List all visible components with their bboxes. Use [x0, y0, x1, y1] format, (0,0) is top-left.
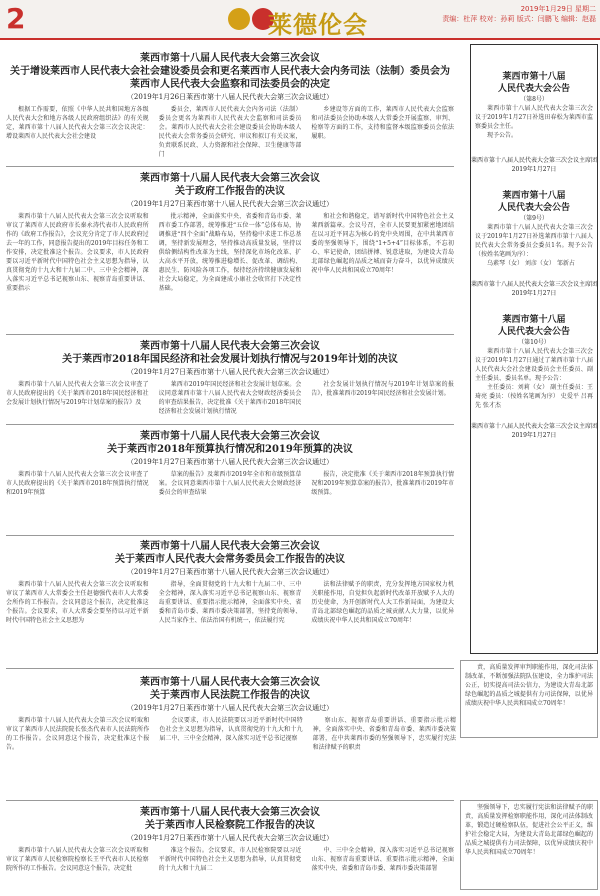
- doc-title-2: 关于莱西市2018年预算执行情况和2019年预算的决议: [107, 444, 353, 455]
- doc-title-2: 关于增设莱西市人民代表大会社会建设委员会和更名莱西市人民代表大会内务司法（法制）委员会为莱西市人民代表大会监察和司法委员会的决定: [10, 66, 450, 90]
- announcement-head-2: 人民代表大会公告: [497, 327, 570, 337]
- decision-doc-1: [6, 52, 454, 177]
- doc-title-2: 关于莱西市2018年国民经济和社会发展计划执行情况与2019年计划的决议: [62, 354, 398, 365]
- doc-column: 委员会，莱西市人民代表大会内务司法（法制）委员会更名为莱西市人民代表大会监察和司法委员会。莱西市人民代表大会社会建设委员会协助本级人民代表大会常务委员会研究、审议和拟订有关议案，负责联系民政、人力资源和社会保障、卫生健康等部门: [158, 106, 302, 158]
- doc-column: 莱西市2019年国民经济和社会发展计划草案。会议同意莱西市第十八届人民代表大会财政经济委员会的审查结果报告，决定批准《关于莱西市2018年国民经济和社会发展计划执行情况: [158, 381, 302, 415]
- divider: [6, 800, 454, 801]
- announcement-signer: 莱西市第十八届人民代表大会第三次会议主席团: [471, 281, 598, 288]
- doc-title-2: 关于政府工作报告的决议: [175, 186, 285, 197]
- announcement-extra: 主任委员：刘莉（女） 副主任委员：王琦亮 委员：（按姓名笔画为序） 史爱平 吕再先 张才杰: [475, 384, 593, 409]
- announcement-body: 莱西市第十八届人民代表大会第三次会议于2019年1月27日补选莱西市第十八届人民代表大会常务委员会委员1名。现予公告（按姓名笔画为序）：: [475, 224, 593, 258]
- doc-title-1: 莱西市第十八届人民代表大会第三次会议: [140, 807, 320, 818]
- announcement-date: 2019年1月27日: [511, 166, 557, 173]
- announcement-9: [471, 190, 597, 298]
- doc-column: 社会发展计划执行情况与2019年计划草案的报告》，批准莱西市2019年国民经济和社会发展计划。: [311, 381, 455, 397]
- doc-column: 莱西市第十八届人民代表大会第三次会议审查了市人民政府提出的《关于莱西市2018年预算执行情况和2019年预算: [6, 471, 149, 496]
- decision-doc-3: [6, 340, 454, 426]
- announcement-10: [471, 314, 597, 440]
- decision-doc-2: [6, 172, 454, 322]
- doc-column: 察山东、视察青岛重要讲话、重要指示批示精神，全面落实中央、省委和青岛市委、莱西市委决策部署，在中共莱西市委的坚强领导下，忠实履行宪法和法律赋予的职责: [312, 717, 456, 751]
- divider: [6, 166, 454, 167]
- announcement-number: （第8号）: [520, 96, 548, 103]
- doc-column: 法和法律赋予的职责，充分发挥地方国家权力机关职能作用，自觉担负起新时代改革开放赋予人大的历史使命，为开创新时代人大工作新局面，为建设大青岛北部绿色崛起的品质之城贡献人大力量，以优异成绩庆祝中华人民共和国成立70周年！: [311, 581, 455, 624]
- decision-doc-6: [6, 676, 454, 776]
- announcement-extra: 乌素琴（女） 刘彦（女） 邹新占: [487, 260, 575, 267]
- continuation-box: 坚强领导下，忠实履行宪法和法律赋予的职责，高质量发挥检察职能作用，深化司法体制改革，锻造过硬检察队伍，促进社会公平正义，维护社会稳定大局，为建设大青岛北部绿色崛起的品质之城提供有力司法保障，以优异成绩庆祝中华人民共和国成立70周年！: [460, 800, 598, 890]
- doc-subtitle: （2019年1月27日莱西市第十八届人民代表大会第三次会议通过）: [126, 368, 334, 376]
- announcement-signer: 莱西市第十八届人民代表大会第三次会议主席团: [471, 423, 598, 430]
- decision-doc-4: [6, 430, 454, 510]
- announcement-extra: 现予公告。: [487, 132, 518, 139]
- doc-title-2: 关于莱西市人民代表大会常务委员会工作报告的决议: [115, 554, 345, 565]
- doc-title-1: 莱西市第十八届人民代表大会第三次会议: [140, 53, 320, 64]
- doc-column: 批示精神，全面落实中央、省委和青岛市委、莱西市委工作部署，统筹推进“五位一体”总体布局，协调推进“四个全面”战略布局，坚持稳中求进工作总基调，坚持新发展理念，坚持推动高质量发展，坚持以供给侧结构性改革为主线，坚持深化市场化改革、扩大高水平开放，统筹推进稳增长、促改革、调结构、惠民生、防风险各项工作，保持经济持续健康发展和社会大局稳定，为全面建成小康社会收官打下决定性基础。: [158, 213, 302, 292]
- doc-column: 中、三中全会精神，深入落实习近平总书记视察山东、视察青岛重要讲话、重要指示批示精神，全面落实中央、省委和青岛市委、莱西市委决策部署: [311, 847, 455, 872]
- announcement-8: [471, 71, 597, 174]
- masthead: 莱德伦会: [268, 10, 368, 39]
- announcement-head-2: 人民代表大会公告: [497, 84, 570, 94]
- doc-column: 莱西市第十八届人民代表大会第三次会议听取和审议了莱西市人民法院院长张杰代表市人民法院所作的工作报告。会议同意这个报告，决定批准这个报告。: [6, 717, 150, 751]
- announcement-number: （第10号）: [518, 339, 550, 346]
- continuation-box: 责，高质量发挥审判职能作用，深化司法体制改革，不断加强法院队伍建设，全力维护司法公正，切实提高司法公信力，为建设大青岛北部绿色崛起的品质之城提供有力司法保障，以优异成绩庆祝中华人民共和国成立70周年！: [460, 660, 598, 738]
- announcement-sidebar: [470, 44, 598, 654]
- announcement-body: 莱西市第十八届人民代表大会第三次会议于2019年1月27日通过了莱西市第十八届人民代表大会社会建设委员会主任委员、副主任委员、委员名单。现予公告：: [475, 348, 593, 382]
- announcement-signer: 莱西市第十八届人民代表大会第三次会议主席团: [471, 157, 598, 164]
- page-number: 2: [6, 2, 26, 35]
- doc-subtitle: （2019年1月27日莱西市第十八届人民代表大会第三次会议通过）: [126, 834, 334, 842]
- doc-column: 指导，全面贯彻党的十九大和十九届二中、三中全会精神，深入落实习近平总书记视察山东、视察青岛重要讲话、重要指示批示精神，全面落实中央、省委和青岛市委、莱西市委决策部署，坚持党的领导、人民当家作主、依法治国有机统一，依法履行宪: [158, 581, 302, 624]
- doc-title-2: 关于莱西市人民法院工作报告的决议: [150, 690, 310, 701]
- doc-column: 莱西市第十八届人民代表大会第三次会议听取和审议了莱西市人民检察院检察长王平代表市人民检察院所作的工作报告。会议同意这个报告，决定批: [6, 847, 149, 872]
- doc-column: 莱西市第十八届人民代表大会第三次会议审查了市人民政府提出的《关于莱西市2018年国民经济和社会发展计划执行情况与2019年计划草案的报告》及: [6, 381, 149, 406]
- date-line-2: 责编：杜萍 校对：孙莉 版式：闫鹏飞 编辑：赵磊: [442, 15, 596, 23]
- divider: [6, 668, 454, 669]
- announcement-number: （第9号）: [520, 215, 548, 222]
- doc-column: 和社会和谐稳定，谱写新时代中国特色社会主义莱西新篇章。会议号召，全市人民要更加紧密地团结在以习近平同志为核心的党中央周围，在中共莱西市委的坚强领导下，围绕“1+5+4”目标体系，不忘初心、牢记使命，团结拼搏、锐意进取，为建设大青岛北部绿色崛起的品质之城而奋力奋斗，以优异成绩庆祝中华人民共和国成立70周年！: [311, 213, 455, 274]
- doc-column: 会议要求，市人民法院要以习近平新时代中国特色社会主义思想为指导，认真贯彻党的十九大和十九届二中、三中全会精神，深入落实习近平总书记视察: [159, 717, 303, 742]
- doc-subtitle: （2019年1月27日莱西市第十八届人民代表大会第三次会议通过）: [126, 458, 334, 466]
- announcement-head-1: 莱西市第十八届: [502, 315, 566, 325]
- divider: [6, 535, 454, 536]
- national-emblem-icon: [228, 8, 250, 30]
- doc-title-2: 关于莱西市人民检察院工作报告的决议: [145, 820, 315, 831]
- announcement-date: 2019年1月27日: [511, 290, 557, 297]
- doc-subtitle: （2019年1月27日莱西市第十八届人民代表大会第三次会议通过）: [126, 704, 334, 712]
- doc-column: 报告，决定批准《关于莱西市2018年预算执行情况和2019年预算草案的报告》，批准莱西市2019年市级预算。: [311, 471, 455, 496]
- announcement-body: 莱西市第十八届人民代表大会第三次会议于2019年1月27日补选田春松为莱西市监察委员会主任。: [475, 105, 593, 130]
- announcement-date: 2019年1月27日: [511, 432, 557, 439]
- doc-subtitle: （2019年1月26日莱西市第十八届人民代表大会第三次会议通过）: [126, 93, 334, 101]
- doc-subtitle: （2019年1月27日莱西市第十八届人民代表大会第三次会议通过）: [126, 568, 334, 576]
- header-date: [406, 4, 596, 24]
- doc-title-1: 莱西市第十八届人民代表大会第三次会议: [140, 341, 320, 352]
- decision-doc-5: [6, 540, 454, 670]
- doc-column: 乡建设等方面的工作，莱西市人民代表大会监察和司法委员会协助本级人大常委会开展监察、审判、检察等方面的工作，支持和监督本级监察委员会依法履职。: [311, 106, 455, 140]
- announcement-head-1: 莱西市第十八届: [502, 72, 566, 82]
- divider: [6, 334, 454, 335]
- doc-column: 莱西市第十八届人民代表大会第三次会议听取和审议了莱西市人大常委会主任赵德强代表市人大常委会所作的工作报告。会议同意这个报告，决定批准这个报告。会议要求，市人大常委会要坚持以习近平新时代中国特色社会主义思想为: [6, 581, 149, 624]
- announcement-head-1: 莱西市第十八届: [502, 191, 566, 201]
- divider: [6, 424, 454, 425]
- doc-title-1: 莱西市第十八届人民代表大会第三次会议: [140, 173, 320, 184]
- doc-column: 莱西市第十八届人民代表大会第三次会议听取和审议了莱西市人民政府市长秦永涛代表市人民政府所作的《政府工作报告》，会议充分肯定了市人民政府过去一年的工作，同意报告提出的2019年目标任务和工作安排，决定批准这个报告。会议要求，市人民政府要以习近平新时代中国特色社会主义思想为指导，认真贯彻党的十九大和十九届二中、三中全会精神，深入落实习近平总书记视察山东、视察青岛重要讲话、重要指示: [6, 213, 149, 292]
- doc-column: 草案的报告》及莱西市2019年全市和市级预算草案。会议同意莱西市第十八届人民代表大会财政经济委员会的审查结果: [158, 471, 302, 496]
- announcement-head-2: 人民代表大会公告: [497, 203, 570, 213]
- doc-title-1: 莱西市第十八届人民代表大会第三次会议: [140, 541, 320, 552]
- doc-title-1: 莱西市第十八届人民代表大会第三次会议: [140, 677, 320, 688]
- doc-title-1: 莱西市第十八届人民代表大会第三次会议: [140, 431, 320, 442]
- doc-column: 根据工作需要，依照《中华人民共和国地方各级人民代表大会和地方各级人民政府组织法》的有关规定，莱西市第十八届人民代表大会第三次会议决定：增设莱西市人民代表大会社会建设: [6, 106, 149, 140]
- date-line-1: 2019年1月29日 星期二: [520, 5, 596, 13]
- page-header: [0, 0, 600, 40]
- doc-column: 准这个报告。会议要求，市人民检察院要以习近平新时代中国特色社会主义思想为指导，认真贯彻党的十九大和十九届二: [158, 847, 302, 872]
- doc-subtitle: （2019年1月27日莱西市第十八届人民代表大会第三次会议通过）: [126, 200, 334, 208]
- decision-doc-7: [6, 806, 454, 884]
